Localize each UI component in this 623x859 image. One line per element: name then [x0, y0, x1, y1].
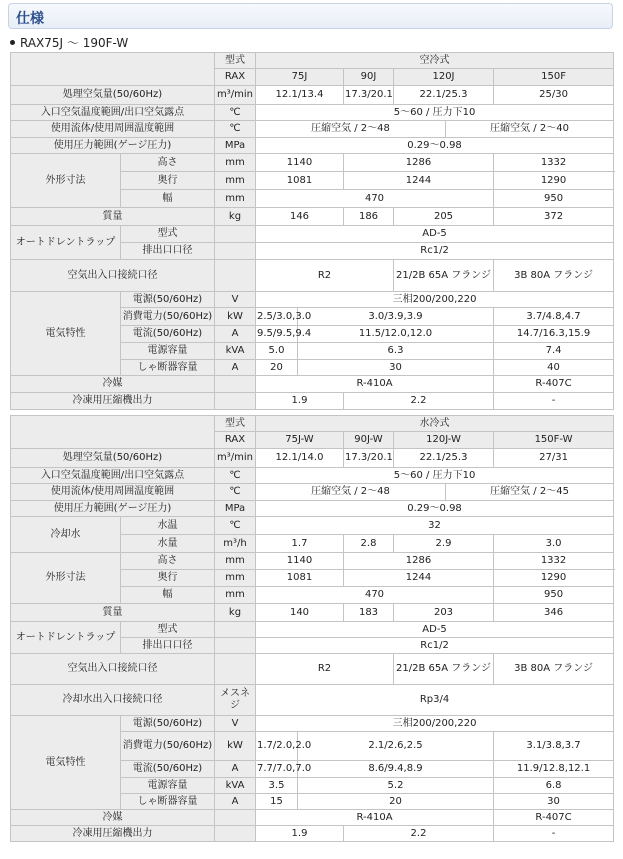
row-label: 質量 [11, 604, 215, 622]
value-cell: R-407C [494, 810, 614, 826]
row-label: 入口空気温度範囲/出口空気露点 [11, 105, 215, 121]
model-range-text: RAX75J 〜 190F-W [20, 36, 129, 50]
value-cell: 9.5/9.5,9.4 [256, 326, 298, 343]
value-cell: 950 [494, 587, 614, 604]
table-row [11, 226, 614, 243]
value-cell: 3B 80A フランジ [494, 654, 614, 685]
table-row [11, 468, 614, 484]
value-cell: R-410A [256, 810, 494, 826]
cooling-type: 水冷式 [256, 416, 614, 432]
sub-label: 高さ [121, 154, 215, 172]
value-cell: Rc1/2 [256, 638, 614, 654]
group-label: 電気特性 [11, 716, 121, 810]
sub-label: 水温 [121, 517, 215, 535]
value-cell: 2.9 [394, 535, 494, 553]
rax-label: RAX [215, 432, 256, 449]
value-cell: 1290 [494, 570, 614, 587]
sub-label: しゃ断器容量 [121, 360, 215, 376]
value-cell: 3.0/3.9,3.9 [298, 308, 494, 326]
value-cell: 7.7/7.0,7.0 [256, 761, 298, 778]
value-cell: 1081 [256, 172, 344, 190]
sub-label: 水量 [121, 535, 215, 553]
group-label: 外形寸法 [11, 154, 121, 208]
value-cell: 三相200/200,220 [256, 716, 614, 732]
unit-cell: mm [215, 553, 256, 570]
value-cell: R-407C [494, 376, 614, 393]
value-cell: 1244 [344, 172, 494, 190]
sub-label: 電源(50/60Hz) [121, 716, 215, 732]
page-title: 仕様 [16, 11, 44, 27]
unit-cell: kVA [215, 343, 256, 360]
unit-cell: ℃ [215, 484, 256, 501]
unit-cell: V [215, 292, 256, 308]
cooling-type: 空冷式 [256, 53, 614, 69]
unit-cell: mm [215, 587, 256, 604]
value-cell: AD-5 [256, 226, 614, 243]
value-cell: 15 [256, 794, 298, 810]
value-cell: 27/31 [494, 449, 614, 468]
value-cell: 205 [394, 208, 494, 226]
value-cell: 2.5/3.0,3.0 [256, 308, 298, 326]
value-cell: 5〜60 / 圧力下10 [256, 468, 614, 484]
value-cell: 圧縮空気 / 2〜45 [446, 484, 614, 501]
table-row [11, 292, 614, 308]
value-cell: 14.7/16.3,15.9 [494, 326, 614, 343]
value-cell: 1.9 [256, 393, 344, 410]
row-label: 処理空気量(50/60Hz) [11, 449, 215, 468]
value-cell: 372 [494, 208, 614, 226]
bullet-icon [10, 40, 15, 45]
unit-cell: V [215, 716, 256, 732]
row-label: 使用圧力範囲(ゲージ圧力) [11, 138, 215, 154]
row-label: 使用流体/使用周囲温度範囲 [11, 121, 215, 138]
row-label: 冷媒 [11, 376, 215, 393]
unit-cell: mm [215, 154, 256, 172]
value-cell: 8.6/9.4,8.9 [298, 761, 494, 778]
table-row [11, 685, 614, 716]
unit-cell: MPa [215, 501, 256, 517]
value-cell: 32 [256, 517, 614, 535]
value-cell: 40 [494, 360, 614, 376]
group-label: オートドレントラップ [11, 226, 121, 260]
air-cooled-spec-table [10, 52, 614, 410]
table-row [11, 826, 614, 842]
row-label: 空気出入口接続口径 [11, 654, 215, 685]
value-cell: 圧縮空気 / 2〜48 [256, 484, 446, 501]
unit-cell: ℃ [215, 121, 256, 138]
value-cell: 12.1/13.4 [256, 86, 344, 105]
value-cell: 1140 [256, 553, 344, 570]
value-cell: - [494, 393, 614, 410]
unit-cell: m³/min [215, 86, 256, 105]
value-cell: 950 [494, 190, 614, 208]
value-cell: 三相200/200,220 [256, 292, 614, 308]
sub-label: 幅 [121, 190, 215, 208]
section-header [8, 3, 613, 29]
sub-label: 電流(50/60Hz) [121, 326, 215, 343]
sub-label: 奥行 [121, 172, 215, 190]
value-cell: 5.0 [256, 343, 298, 360]
table-row [11, 53, 614, 69]
unit-cell: kW [215, 732, 256, 761]
value-cell: 140 [256, 604, 344, 622]
table-row [11, 501, 614, 517]
unit-cell: ℃ [215, 517, 256, 535]
value-cell: 1.7 [256, 535, 344, 553]
value-cell: 1286 [344, 154, 494, 172]
value-cell: 6.8 [494, 778, 614, 794]
table-row [11, 553, 614, 570]
row-label: 質量 [11, 208, 215, 226]
value-cell: R2 [256, 654, 394, 685]
unit-cell: ℃ [215, 105, 256, 121]
unit-cell: ℃ [215, 468, 256, 484]
value-cell: 20 [298, 794, 494, 810]
unit-cell: A [215, 326, 256, 343]
value-cell: 1081 [256, 570, 344, 587]
sub-label: 奥行 [121, 570, 215, 587]
row-label: 入口空気温度範囲/出口空気露点 [11, 468, 215, 484]
unit-cell: kg [215, 208, 256, 226]
value-cell: Rc1/2 [256, 243, 614, 260]
value-cell: 5〜60 / 圧力下10 [256, 105, 614, 121]
table-row [11, 376, 614, 393]
value-cell: 1286 [344, 553, 494, 570]
table-row [11, 260, 614, 292]
model-col-header: 150F-W [494, 432, 614, 449]
value-cell: 0.29〜0.98 [256, 138, 614, 154]
value-cell: 圧縮空気 / 2〜40 [446, 121, 614, 138]
group-label: オートドレントラップ [11, 622, 121, 654]
table-row [11, 86, 614, 105]
value-cell: 25/30 [494, 86, 614, 105]
table-row [11, 484, 614, 501]
group-label: 冷却水 [11, 517, 121, 553]
sub-label: 電源(50/60Hz) [121, 292, 215, 308]
value-cell: - [494, 826, 614, 842]
unit-cell: MPa [215, 138, 256, 154]
model-col-header: 90J [344, 69, 394, 86]
unit-cell: m³/h [215, 535, 256, 553]
row-label: 使用圧力範囲(ゲージ圧力) [11, 501, 215, 517]
value-cell: 5.2 [298, 778, 494, 794]
value-cell: 186 [344, 208, 394, 226]
value-cell: 21/2B 65A フランジ [394, 260, 494, 292]
group-label: 外形寸法 [11, 553, 121, 604]
model-col-header: 120J-W [394, 432, 494, 449]
value-cell: 2.2 [344, 826, 494, 842]
value-cell: 3.1/3.8,3.7 [494, 732, 614, 761]
unit-cell: mm [215, 570, 256, 587]
value-cell: 2.1/2.6,2.5 [298, 732, 494, 761]
value-cell: 1.7/2.0,2.0 [256, 732, 298, 761]
sub-label: 幅 [121, 587, 215, 604]
value-cell: 圧縮空気 / 2〜48 [256, 121, 446, 138]
row-label: 処理空気量(50/60Hz) [11, 86, 215, 105]
value-cell: 2.8 [344, 535, 394, 553]
sub-label: 高さ [121, 553, 215, 570]
value-cell: 30 [494, 794, 614, 810]
group-label: 電気特性 [11, 292, 121, 376]
model-col-header: 90J-W [344, 432, 394, 449]
value-cell: 346 [494, 604, 614, 622]
value-cell: 3B 80A フランジ [494, 260, 614, 292]
sub-label: 型式 [121, 622, 215, 638]
table-row [11, 517, 614, 535]
unit-cell: A [215, 761, 256, 778]
table-row [11, 154, 614, 172]
value-cell: 3.0 [494, 535, 614, 553]
table-row [11, 716, 614, 732]
table-row [11, 416, 614, 432]
value-cell: 11.5/12.0,12.0 [298, 326, 494, 343]
model-range-subtitle [10, 34, 128, 51]
table-row [11, 208, 614, 226]
table-row [11, 654, 614, 685]
sub-label: 型式 [121, 226, 215, 243]
sub-label: 電源容量 [121, 343, 215, 360]
value-cell: 3.5 [256, 778, 298, 794]
value-cell: 1140 [256, 154, 344, 172]
table-row [11, 105, 614, 121]
unit-cell: A [215, 360, 256, 376]
model-col-header: 75J [256, 69, 344, 86]
rax-label: RAX [215, 69, 256, 86]
unit-cell: kW [215, 308, 256, 326]
unit-cell: mm [215, 190, 256, 208]
model-col-header: 75J-W [256, 432, 344, 449]
value-cell: R-410A [256, 376, 494, 393]
unit-cell: kg [215, 604, 256, 622]
value-cell: 470 [256, 587, 494, 604]
value-cell: Rp3/4 [256, 685, 614, 716]
sub-label: 電源容量 [121, 778, 215, 794]
unit-cell: mm [215, 172, 256, 190]
value-cell: 20 [256, 360, 298, 376]
model-col-header: 150F [494, 69, 614, 86]
value-cell: 470 [256, 190, 494, 208]
row-label: 使用流体/使用周囲温度範囲 [11, 484, 215, 501]
table-row [11, 138, 614, 154]
value-cell: 1332 [494, 553, 614, 570]
value-cell: 17.3/20.1 [344, 449, 394, 468]
row-label: 冷媒 [11, 810, 215, 826]
value-cell: 0.29〜0.98 [256, 501, 614, 517]
value-cell: 2.2 [344, 393, 494, 410]
table-row [11, 604, 614, 622]
row-label: 冷凍用圧縮機出力 [11, 393, 215, 410]
row-label: 空気出入口接続口径 [11, 260, 215, 292]
model-label: 型式 [215, 416, 256, 432]
water-cooled-spec-table [10, 415, 614, 842]
value-cell: 1332 [494, 154, 614, 172]
value-cell: 146 [256, 208, 344, 226]
table-row [11, 121, 614, 138]
row-label: 冷凍用圧縮機出力 [11, 826, 215, 842]
value-cell: 183 [344, 604, 394, 622]
sub-label: 消費電力(50/60Hz) [121, 732, 215, 761]
value-cell: 1290 [494, 172, 614, 190]
sub-label: 消費電力(50/60Hz) [121, 308, 215, 326]
value-cell: 22.1/25.3 [394, 86, 494, 105]
model-col-header: 120J [394, 69, 494, 86]
unit-cell: メスネジ [215, 685, 256, 716]
value-cell: 22.1/25.3 [394, 449, 494, 468]
sub-label: 電流(50/60Hz) [121, 761, 215, 778]
unit-cell: A [215, 794, 256, 810]
sub-label: しゃ断器容量 [121, 794, 215, 810]
value-cell: 203 [394, 604, 494, 622]
value-cell: 30 [298, 360, 494, 376]
value-cell: 1244 [344, 570, 494, 587]
sub-label: 排出口口径 [121, 243, 215, 260]
model-label: 型式 [215, 53, 256, 69]
unit-cell: m³/min [215, 449, 256, 468]
table-row [11, 622, 614, 638]
unit-cell: kVA [215, 778, 256, 794]
table-row [11, 810, 614, 826]
value-cell: 11.9/12.8,12.1 [494, 761, 614, 778]
value-cell: R2 [256, 260, 394, 292]
row-label: 冷却水出入口接続口径 [11, 685, 215, 716]
value-cell: 7.4 [494, 343, 614, 360]
value-cell: 17.3/20.1 [344, 86, 394, 105]
sub-label: 排出口口径 [121, 638, 215, 654]
value-cell: 1.9 [256, 826, 344, 842]
value-cell: 3.7/4.8,4.7 [494, 308, 614, 326]
table-row [11, 449, 614, 468]
table-row [11, 393, 614, 410]
value-cell: 21/2B 65A フランジ [394, 654, 494, 685]
value-cell: AD-5 [256, 622, 614, 638]
value-cell: 6.3 [298, 343, 494, 360]
value-cell: 12.1/14.0 [256, 449, 344, 468]
